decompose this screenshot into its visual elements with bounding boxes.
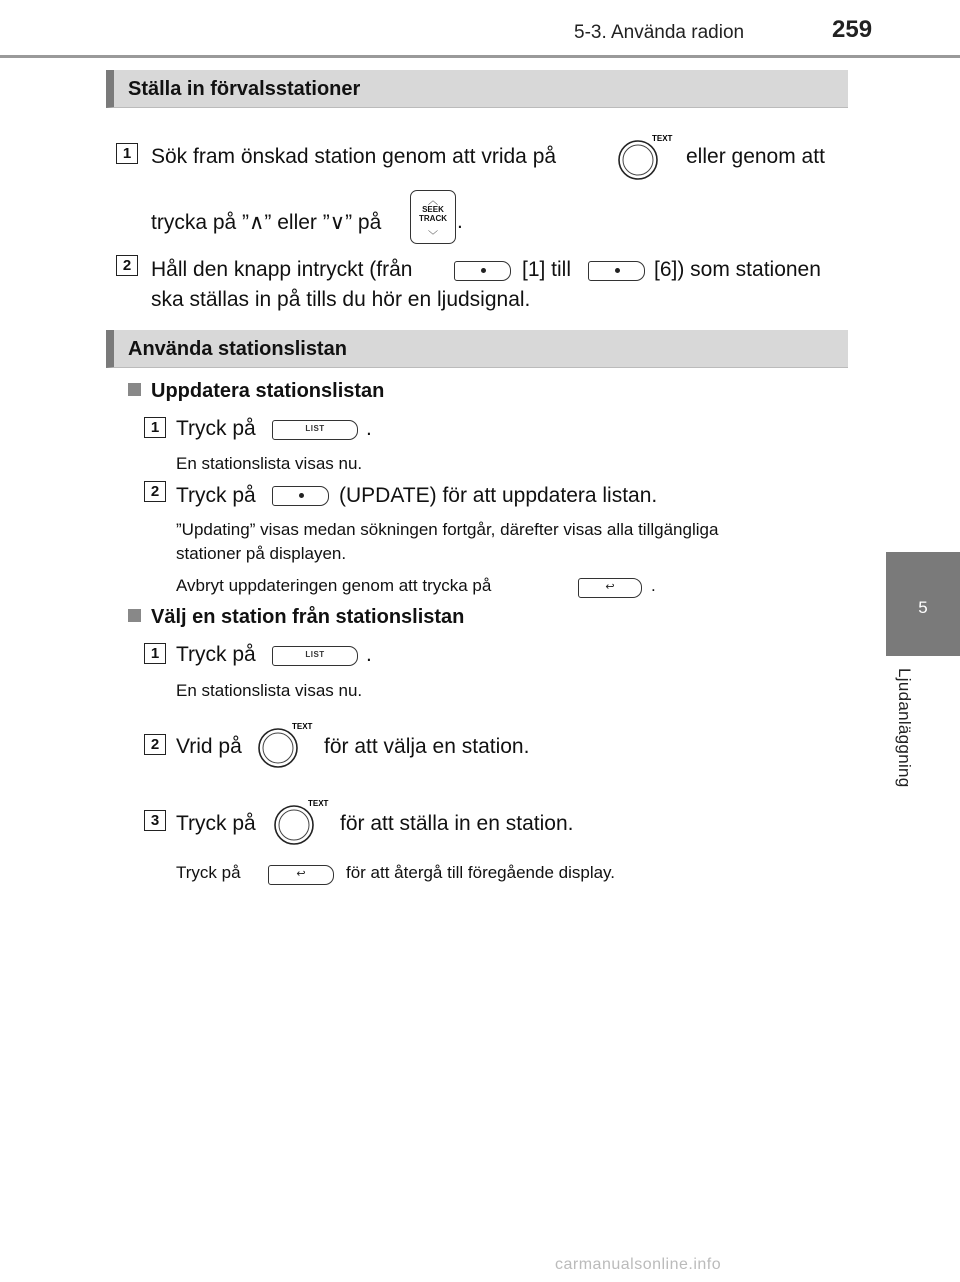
bullet-square-icon [128,609,141,622]
step-number: 2 [116,255,138,276]
list-label: LIST [305,650,325,659]
step-text: Tryck på [176,812,256,835]
section-bar-title: Använda stationslistan [128,338,347,360]
preset-button-icon [588,261,645,281]
step-text: [1] till [522,258,572,281]
step-text: Tryck på [176,484,256,507]
section-bar-station-list [106,330,848,368]
step-text: Tryck på [176,643,256,666]
section-bar-presets [106,70,848,108]
step-text: . [366,417,372,440]
return-arrow-icon: ↩ [296,868,306,880]
bullet-square-icon [128,383,141,396]
section-title: 5-3. Använda radion [574,22,745,43]
return-arrow-icon: ↩ [605,581,615,593]
step-text: [6]) som stationen [654,258,821,281]
knob-label: TEXT [308,799,329,808]
step-text: . [366,643,372,666]
step-note: Avbryt uppdateringen genom att trycka på [176,576,492,595]
section-bar-title: Ställa in förvalsstationer [128,78,361,100]
step-text: (UPDATE) för att uppdatera listan. [339,484,658,507]
watermark: carmanualsonline.info [555,1256,722,1273]
step-number: 1 [144,643,166,664]
page-number: 259 [832,16,873,43]
step-note: för att återgå till föregående display. [346,863,616,882]
seek-track-button-icon [410,190,456,244]
tune-knob-icon [256,720,316,776]
step-text: för att välja en station. [324,735,530,758]
track-label: TRACK [419,214,447,223]
step-note: Tryck på [176,863,241,882]
list-button-icon [272,420,358,440]
step-number: 3 [144,810,166,831]
step-number: 1 [144,417,166,438]
chevron-down-icon: ﹀ [428,231,438,242]
step-number: 1 [116,143,138,164]
list-label: LIST [305,424,325,433]
subheading-text: Välj en station från stationslistan [151,606,465,628]
knob-label: TEXT [652,134,673,143]
step-text: eller genom att [686,145,825,168]
step-text: för att ställa in en station. [340,812,574,835]
step-text: Håll den knapp intryckt (från [151,258,413,281]
tune-knob-icon [272,797,332,853]
step-note: . [651,576,656,595]
step-note: ”Updating” visas medan sökningen fortgår, därefter visas alla tillgängliga [176,520,719,539]
step-text: . [457,210,463,233]
subheading [128,606,464,629]
chevron-up-icon: ︿ [428,196,438,207]
back-button-icon [578,578,642,598]
back-button-icon [268,865,334,885]
tune-knob-icon [616,132,674,188]
step-number: 2 [144,481,166,502]
step-text: Vrid på [176,735,242,758]
step-text: ska ställas in på tills du hör en ljudsignal. [151,288,531,311]
step-number: 2 [144,734,166,755]
step-text: Sök fram önskad station genom att vrida på [151,145,557,168]
knob-label: TEXT [292,722,313,731]
list-button-icon [272,646,358,666]
subheading [128,380,384,403]
subheading-text: Uppdatera stationslistan [151,380,385,402]
chapter-number: 5 [918,598,928,617]
chapter-title-vertical [886,668,960,818]
step-note: stationer på displayen. [176,544,347,563]
header-rule [0,55,960,58]
update-button-icon [272,486,329,506]
step-text: Tryck på [176,417,256,440]
step-note: En stationslista visas nu. [176,454,363,473]
preset-button-icon [454,261,511,281]
seek-label: SEEK [422,205,444,214]
chapter-title: Ljudanläggning [895,668,914,788]
step-text: trycka på ”∧” eller ”∨” på [151,211,382,234]
step-note: En stationslista visas nu. [176,681,363,700]
